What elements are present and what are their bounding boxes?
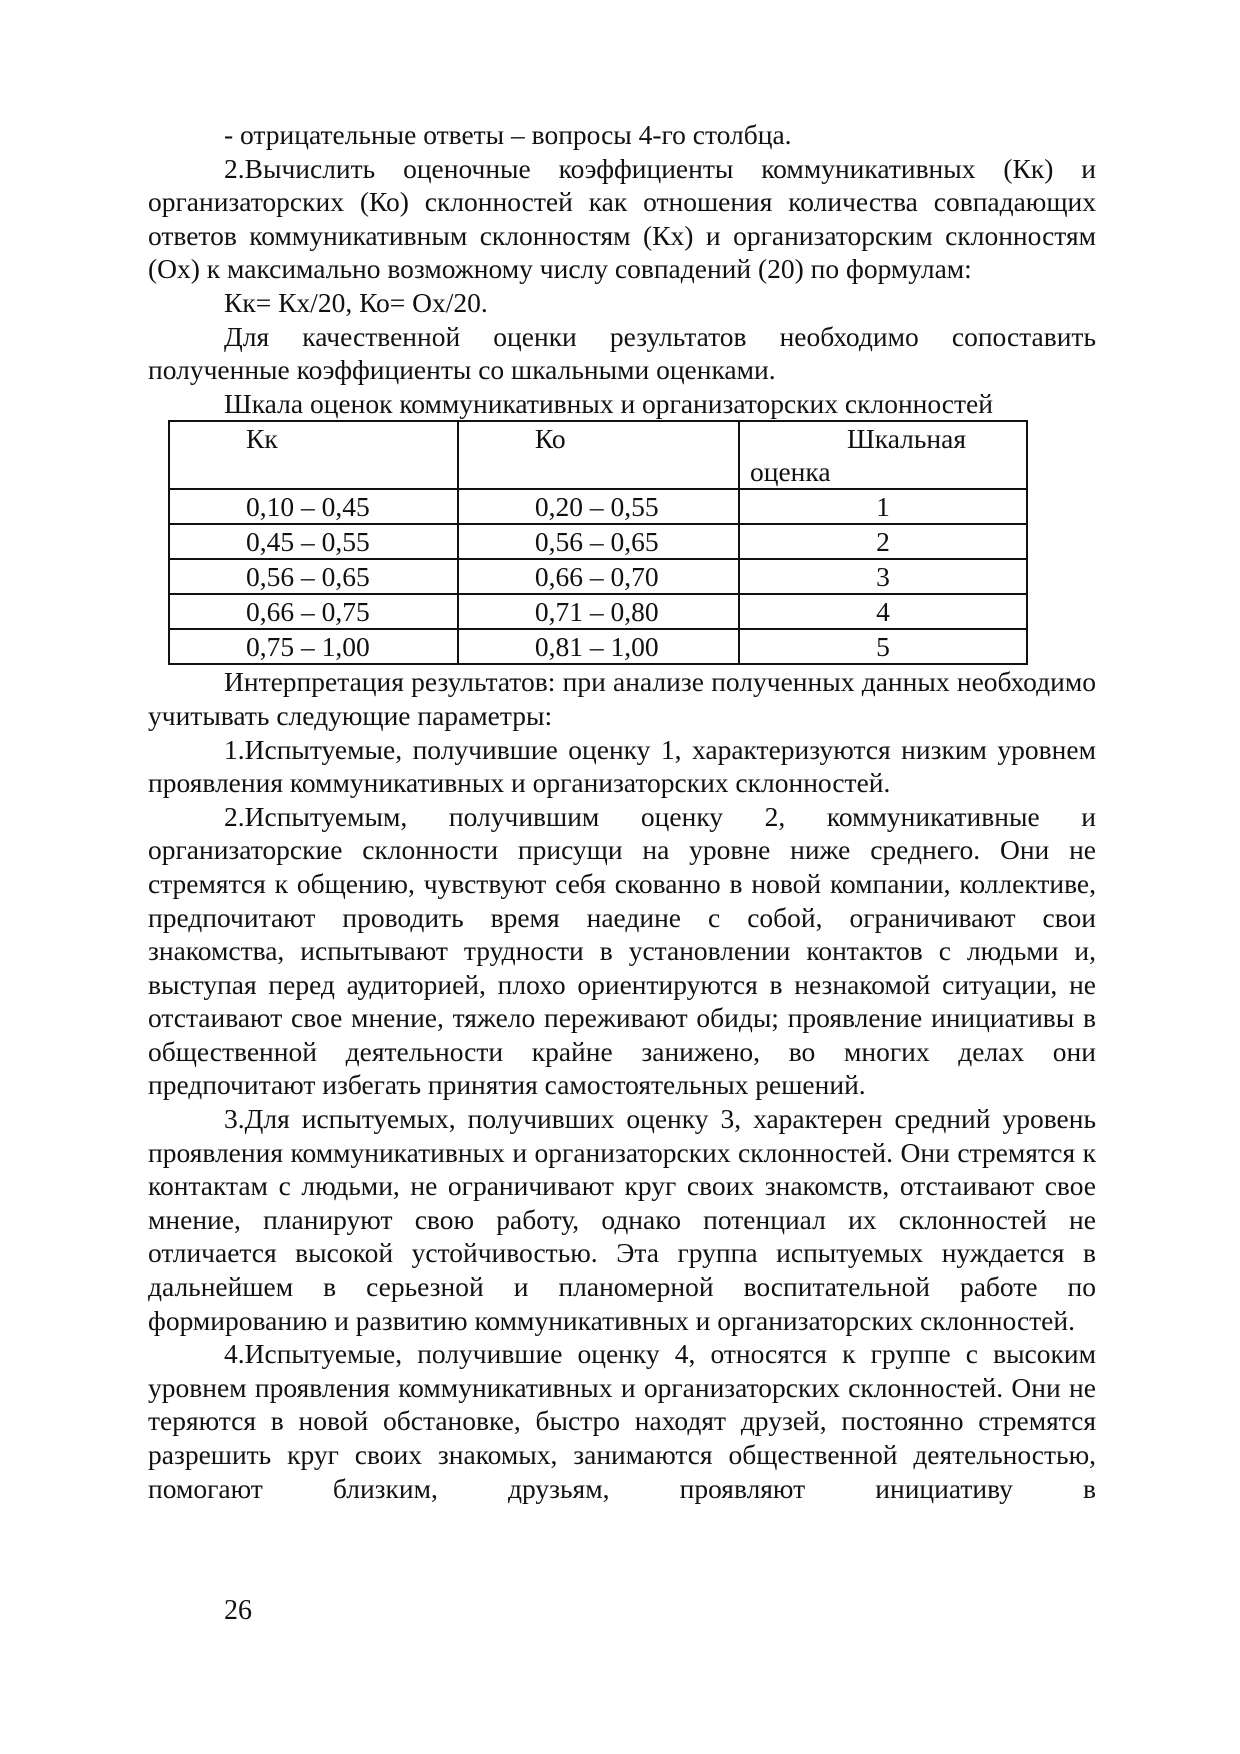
- paragraph-compute-coefficients: 2.Вычислить оценочные коэффициенты коммуникативных (Кк) и организаторских (Ко) склонностей как отношения количества совпадающих ответов коммуникативным склонностям (Кх) и организаторским склонностям (Ох) к максимально возможному числу совпадений (20) по формулам:: [148, 152, 1096, 285]
- cell-ko: 0,81 – 1,00: [458, 629, 739, 664]
- paragraph-quality-assessment: Для качественной оценки результатов необходимо сопоставить полученные коэффициенты со шкальными оценками.: [148, 320, 1096, 386]
- table-row: [169, 524, 1027, 559]
- cell-ko: 0,56 – 0,65: [458, 524, 739, 559]
- cell-score: 4: [739, 594, 1027, 629]
- cell-ko: 0,71 – 0,80: [458, 594, 739, 629]
- paragraph-score-3: 3.Для испытуемых, получивших оценку 3, характерен средний уровень проявления коммуникативных и организаторских склонностей. Они стремятся к контактам с людьми, не ограничивают круг своих знакомств, отстаивают свое мнение, планируют свою работу, однако потенциал их склонностей не отличается высокой устойчивостью. Эта группа испытуемых нуждается в дальнейшем в серьезной и планомерной воспитательной работе по формированию и развитию коммуникативных и организаторских склонностей.: [148, 1103, 1096, 1336]
- table-row: [169, 594, 1027, 629]
- table-row: [169, 489, 1027, 524]
- cell-kk: 0,10 – 0,45: [169, 489, 458, 524]
- table-row: [169, 629, 1027, 664]
- table-caption: Шкала оценок коммуникативных и организаторских склонностей: [224, 387, 993, 419]
- header-ko: Ко: [458, 421, 739, 489]
- cell-kk: 0,75 – 1,00: [169, 629, 458, 664]
- cell-score: 3: [739, 559, 1027, 594]
- cell-kk: 0,56 – 0,65: [169, 559, 458, 594]
- header-kk: Кк: [169, 421, 458, 489]
- scale-table: [168, 420, 1028, 665]
- document-page: [148, 118, 1096, 1505]
- paragraph-negative-answers: - отрицательные ответы – вопросы 4-го столбца.: [224, 119, 792, 150]
- header-scale-score: Шкальная оценка: [739, 421, 1027, 489]
- paragraph-score-1: 1.Испытуемые, получившие оценку 1, характеризуются низким уровнем проявления коммуникативных и организаторских склонностей.: [148, 733, 1096, 799]
- table-row: [169, 559, 1027, 594]
- cell-ko: 0,66 – 0,70: [458, 559, 739, 594]
- cell-ko: 0,20 – 0,55: [458, 489, 739, 524]
- cell-kk: 0,66 – 0,75: [169, 594, 458, 629]
- formula: Кк= Кх/20, Ко= Ох/20.: [224, 286, 488, 318]
- cell-score: 5: [739, 629, 1027, 664]
- table-header-row: [169, 421, 1027, 489]
- page-number: 26: [224, 1595, 252, 1626]
- cell-score: 1: [739, 489, 1027, 524]
- paragraph-score-2: 2.Испытуемым, получившим оценку 2, коммуникативные и организаторские склонности присущи на уровне ниже среднего. Они не стремятся к общению, чувствуют себя скованно в новой компании, коллективе, предпочитают проводить время наедине с собой, ограничивают свои знакомства, испытывают трудности в установлении контактов с людьми и, выступая перед аудиторией, плохо ориентируются в незнакомой ситуации, не отстаивают свое мнение, тяжело переживают обиды; проявление инициативы в общественной деятельности крайне занижено, во многих делах они предпочитают избегать принятия самостоятельных решений.: [148, 800, 1096, 1101]
- paragraph-interpretation: Интерпретация результатов: при анализе полученных данных необходимо учитывать следующие параметры:: [148, 666, 1096, 731]
- cell-score: 2: [739, 524, 1027, 559]
- cell-kk: 0,45 – 0,55: [169, 524, 458, 559]
- paragraph-score-4: 4.Испытуемые, получившие оценку 4, относятся к группе с высоким уровнем проявления коммуникативных и организаторских склонностей. Они не теряются в новой обстановке, быстро находят друзей, постоянно стремятся разрешить круг своих знакомых, занимаются общественной деятельностью, помогают близким, друзьям, проявляют инициативу в: [148, 1338, 1096, 1504]
